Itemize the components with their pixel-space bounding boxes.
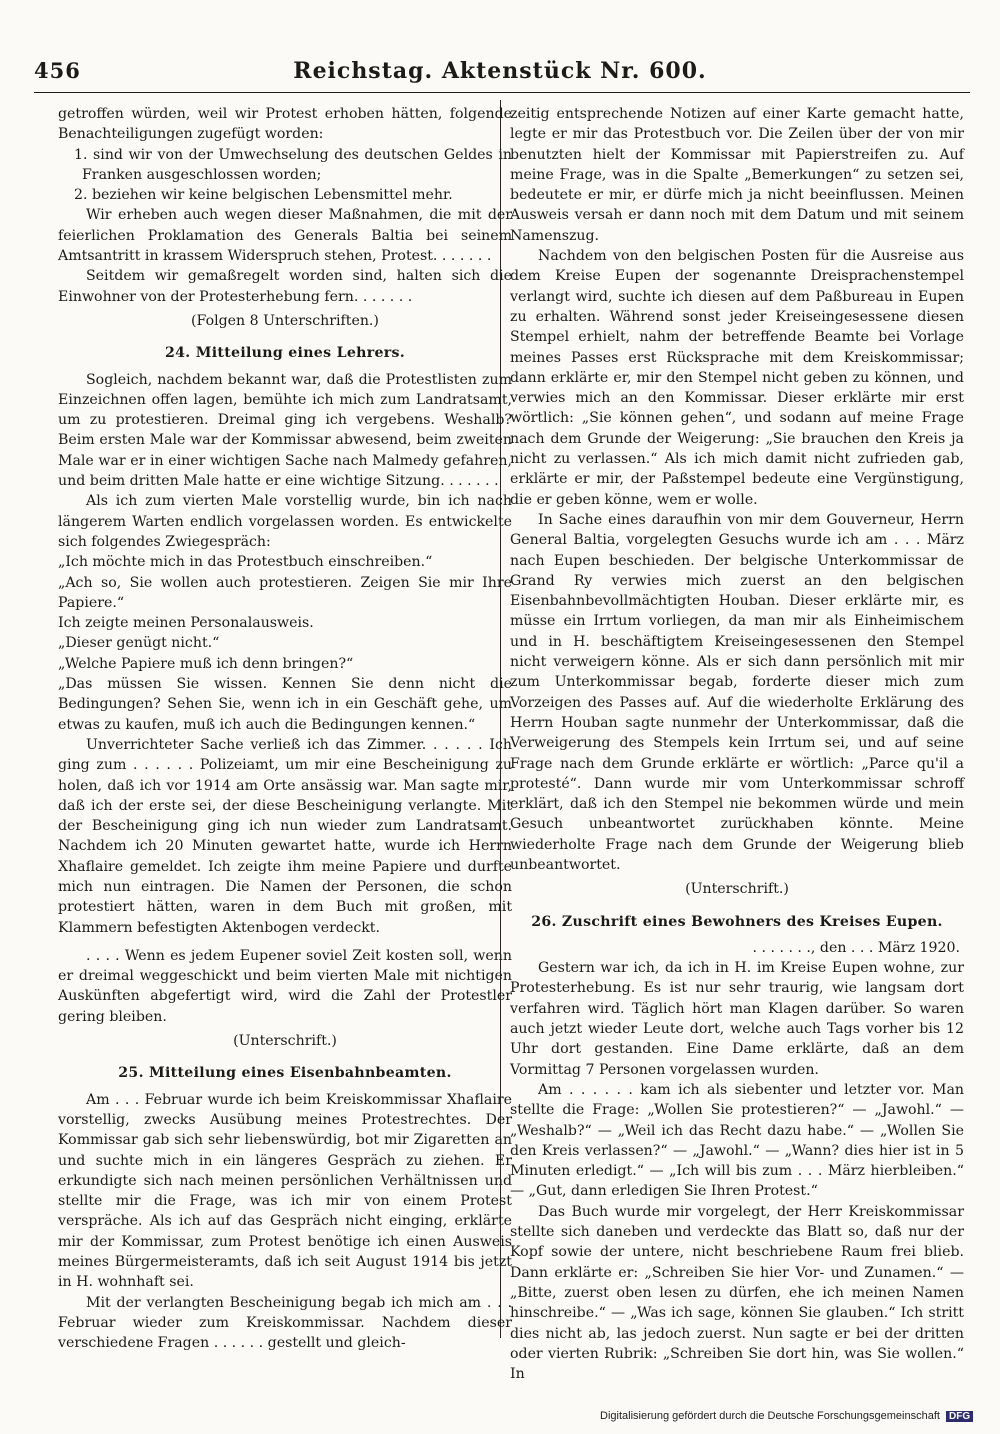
signature-note: (Unterschrift.) (685, 881, 789, 898)
paragraph: Unverrichteter Sache verließ ich das Zimmer. . . . . . Ich ging zum . . . . . . Polizeiamt, um mir eine Bescheinigung zu holen, daß ich vor 1914 am Orte ansässig war. Man sagte mir, daß ich der erste sei, der diese Bescheinigung verlangte. Mit der Bescheinigung ging ich nun wieder zum Landratsamt. Nachdem ich 20 Minuten gewartet hatte, wurde ich Herrn Xhaflaire gemeldet. Ich zeigte ihm meine Papiere und durfte mich nun eintragen. Die Namen der Personen, die schon protestiert hätten, waren in dem Buch mit großen, mit Klammern befestigten Aktenbogen verdeckt. (58, 736, 512, 936)
page-number: 456 (34, 58, 81, 83)
paragraph: Am . . . . . . kam ich als siebenter und letzter vor. Man stellte die Frage: „Wollen Sie protestieren?“ — „Jawohl.“ — „Weshalb?“ — „Weil ich das Recht dazu habe.“ — „Wollen Sie den Kreis verlassen?“ — „Jawohl.“ — „Wann? dies hier ist in 5 Minuten erledigt.“ — „Ich will bis zum . . . März hierbleiben.“ — „Gut, dann erledigen Sie Ihren Protest.“ (510, 1081, 964, 1200)
section-heading-24: 24. Mitteilung eines Lehrers. (165, 345, 405, 362)
dialogue-line: Ich zeigte meinen Personalausweis. (58, 615, 314, 632)
credit-text: Digitalisierung gefördert durch die Deutsche Forschungsgemeinschaft (600, 1410, 940, 1422)
running-title: Reichstag. Aktenstück Nr. 600. (293, 58, 707, 84)
section-heading-26: 26. Zuschrift eines Bewohners des Kreises Eupen. (531, 913, 943, 930)
paragraph: Nachdem von den belgischen Posten für die Ausreise aus dem Kreise Eupen der sogenannte Dreisprachenstempel verlangt wird, suchte ich diesen auf dem Paßbureau in Eupen zu erhalten. Während sonst jeder Kreiseingesessene diesen Stempel erhielt, nahm der betreffende Beamte bei Vorlage meines Passes erst Rücksprache mit dem Kreiskommissar; dann erklärte er, mir den Stempel nicht geben zu können, und verwies mich an den Kommissar. Dieser erklärte mir erst wörtlich: „Sie können gehen“, und sodann auf meine Frage nach dem Grunde der Weigerung: „Sie brauchen den Kreis ja nicht zu verlassen.“ Als ich mich damit nicht zufrieden gab, erklärte er mir, der Paßstempel bedeute eine Vergünstigung, die er geben könne, wem er wolle. (510, 248, 964, 508)
list-item: 1. sind wir von der Umwechselung des deutschen Geldes in Franken ausgeschlossen worden; (74, 146, 512, 183)
dialogue-line: „Ach so, Sie wollen auch protestieren. Zeigen Sie mir Ihre Papiere.“ (58, 574, 512, 611)
letter-date: . . . . . . ., den . . . März 1920. (752, 939, 960, 956)
left-column (58, 104, 512, 1354)
paragraph: Das Buch wurde mir vorgelegt, der Herr Kreiskommissar stellte sich daneben und verdeckte das Blatt so, daß nur der Kopf sowie der untere, nicht beschriebene Raum frei blieb. Dann erklärte er: „Schreiben Sie hier Vor- und Zunamen.“ — „Bitte, zuerst oben lesen zu dürfen, ehe ich meinen Namen hinschreibe.“ — „Was ich sage, können Sie glauben.“ Ich stritt dies nicht ab, las jedoch zuerst. Nun sagte er bei der dritten oder vierten Rubrik: „Schreiben Sie dort hin, was Sie wollen.“ In (510, 1203, 964, 1383)
signature-note: (Folgen 8 Unterschriften.) (191, 312, 379, 329)
page-header (0, 58, 1000, 92)
dfg-logo: DFG (946, 1411, 973, 1422)
paragraph: Mit der verlangten Bescheinigung begab ich mich am . . . Februar wieder zum Kreiskommissar. Nachdem dieser verschiedene Fragen . . . . . . gestellt und gleich- (58, 1294, 512, 1352)
list-item: 2. beziehen wir keine belgischen Lebensmittel mehr. (74, 187, 453, 204)
paragraph: Wir erheben auch wegen dieser Maßnahmen, die mit der feierlichen Proklamation des Generals Baltia bei seinem Amtsantritt in krassem Widerspruch stehen, Protest. . . . . . . (58, 207, 512, 265)
dialogue-line: „Ich möchte mich in das Protestbuch einschreiben.“ (58, 554, 433, 571)
paragraph: Sogleich, nachdem bekannt war, daß die Protestlisten zum Einzeichnen offen lagen, bemühte ich mich zum Landratsamt, um zu protestieren. Dreimal ging ich vergebens. Weshalb? Beim ersten Male war der Kommissar abwesend, beim zweiten Male war er in einer wichtigen Sache nach Malmedy gefahren, und beim dritten Male hatte er eine wichtige Sitzung. . . . . . . (58, 371, 512, 490)
paragraph: . . . . Wenn es jedem Eupener soviel Zeit kosten soll, wenn er dreimal weggeschickt und beim vierten Male mit nichtigen Auskünften abgefertigt wird, wird die Zahl der Protestler gering bleiben. (58, 947, 512, 1025)
dialogue-line: „Welche Papiere muß ich denn bringen?“ (58, 655, 354, 672)
paragraph: In Sache eines daraufhin von mir dem Gouverneur, Herrn General Baltia, vorgelegten Gesuchs wurde ich am . . . März nach Eupen beschieden. Der belgische Unterkommissar de Grand Ry verwies mich zuerst an den belgischen Eisenbahnbevollmächtigten Houban. Dieser erklärte mir, es müsse ein Irrtum vorliegen, da man mir als Einheimischem und in H. beschäftigtem Kreiseingesessenen den Stempel nicht verweigern könne. Als er sich dann persönlich mit mir zum Unterkommissar begab, forderte dieser mich zum Vorzeigen des Passes auf. Auf die wiederholte Erklärung des Herrn Houban sagte nunmehr der Unterkommissar, daß die Verweigerung des Stempels kein Irrtum sei, und auf seine Frage nach dem Grunde erklärte er wörtlich: „Parce qu'il a protesté“. Dann wurde mir vom Unterkommissar schroff erklärt, daß ich den Stempel nie bekommen würde und mein Gesuch unbeantwortet zurückhaben könnte. Meine wiederholte Frage nach dem Grunde der Weigerung blieb unbeantwortet. (510, 511, 964, 873)
digitization-credit (600, 1410, 973, 1422)
paragraph: zeitig entsprechende Notizen auf einer Karte gemacht hatte, legte er mir das Protestbuch vor. Die Zeilen über der von mir benutzten hielt der Kommissar mit Papierstreifen zu. Auf meine Frage, was in die Spalte „Bemerkungen“ zu setzen sei, bedeutete er mir, er dürfe mich ja nicht beeinflussen. Meinen Ausweis versah er dann noch mit dem Datum und mit seinem Namenszug. (510, 106, 964, 244)
dialogue-line: „Dieser genügt nicht.“ (58, 635, 220, 652)
signature-note: (Unterschrift.) (233, 1033, 337, 1050)
section-heading-25: 25. Mitteilung eines Eisenbahnbeamten. (118, 1065, 452, 1082)
dialogue-line: „Das müssen Sie wissen. Kennen Sie denn nicht die Bedingungen? Sehen Sie, wenn ich in ein Geschäft gehe, um etwas zu kaufen, muß ich auch die Bedingungen kennen.“ (58, 676, 512, 733)
paragraph: Seitdem wir gemaßregelt worden sind, halten sich die Einwohner von der Protesterhebung fern. . . . . . . (58, 268, 512, 305)
header-rule (34, 92, 970, 93)
paragraph: Als ich zum vierten Male vorstellig wurde, bin ich nach längerem Warten endlich vorgelassen worden. Es entwickelte sich folgendes Zwiegespräch: (58, 493, 512, 550)
paragraph: Gestern war ich, da ich in H. im Kreise Eupen wohne, zur Protesterhebung. Es ist nur sehr traurig, wie langsam dort verfahren wird. Täglich hört man Klagen darüber. So waren auch jetzt wieder Leute dort, welche auch Tags vorher bis 12 Uhr dort gestanden. Eine Dame erklärte, daß an dem Vormittag 7 Personen vorgelassen wurden. (510, 960, 964, 1078)
paragraph: getroffen würden, weil wir Protest erhoben hätten, folgende Benachteiligungen zugefügt worden: (58, 106, 512, 143)
paragraph: Am . . . Februar wurde ich beim Kreiskommissar Xhaflaire vorstellig, zwecks Ausübung meines Protestrechtes. Der Kommissar gab sich sehr liebenswürdig, bot mir Zigaretten an und suchte mich in ein längeres Gespräch zu ziehen. Er erkundigte sich nach meinen persönlichen Verhältnissen und stellte mir die Frage, was ich mir von einem Protest verspräche. Als ich auf das Gespräch nicht einging, erklärte mir der Kommissar, zum Protest benötige ich einen Ausweis meines Bürgermeisteramts, daß ich seit August 1914 bis jetzt in H. wohnhaft sei. (58, 1091, 512, 1291)
right-column (510, 104, 964, 1384)
